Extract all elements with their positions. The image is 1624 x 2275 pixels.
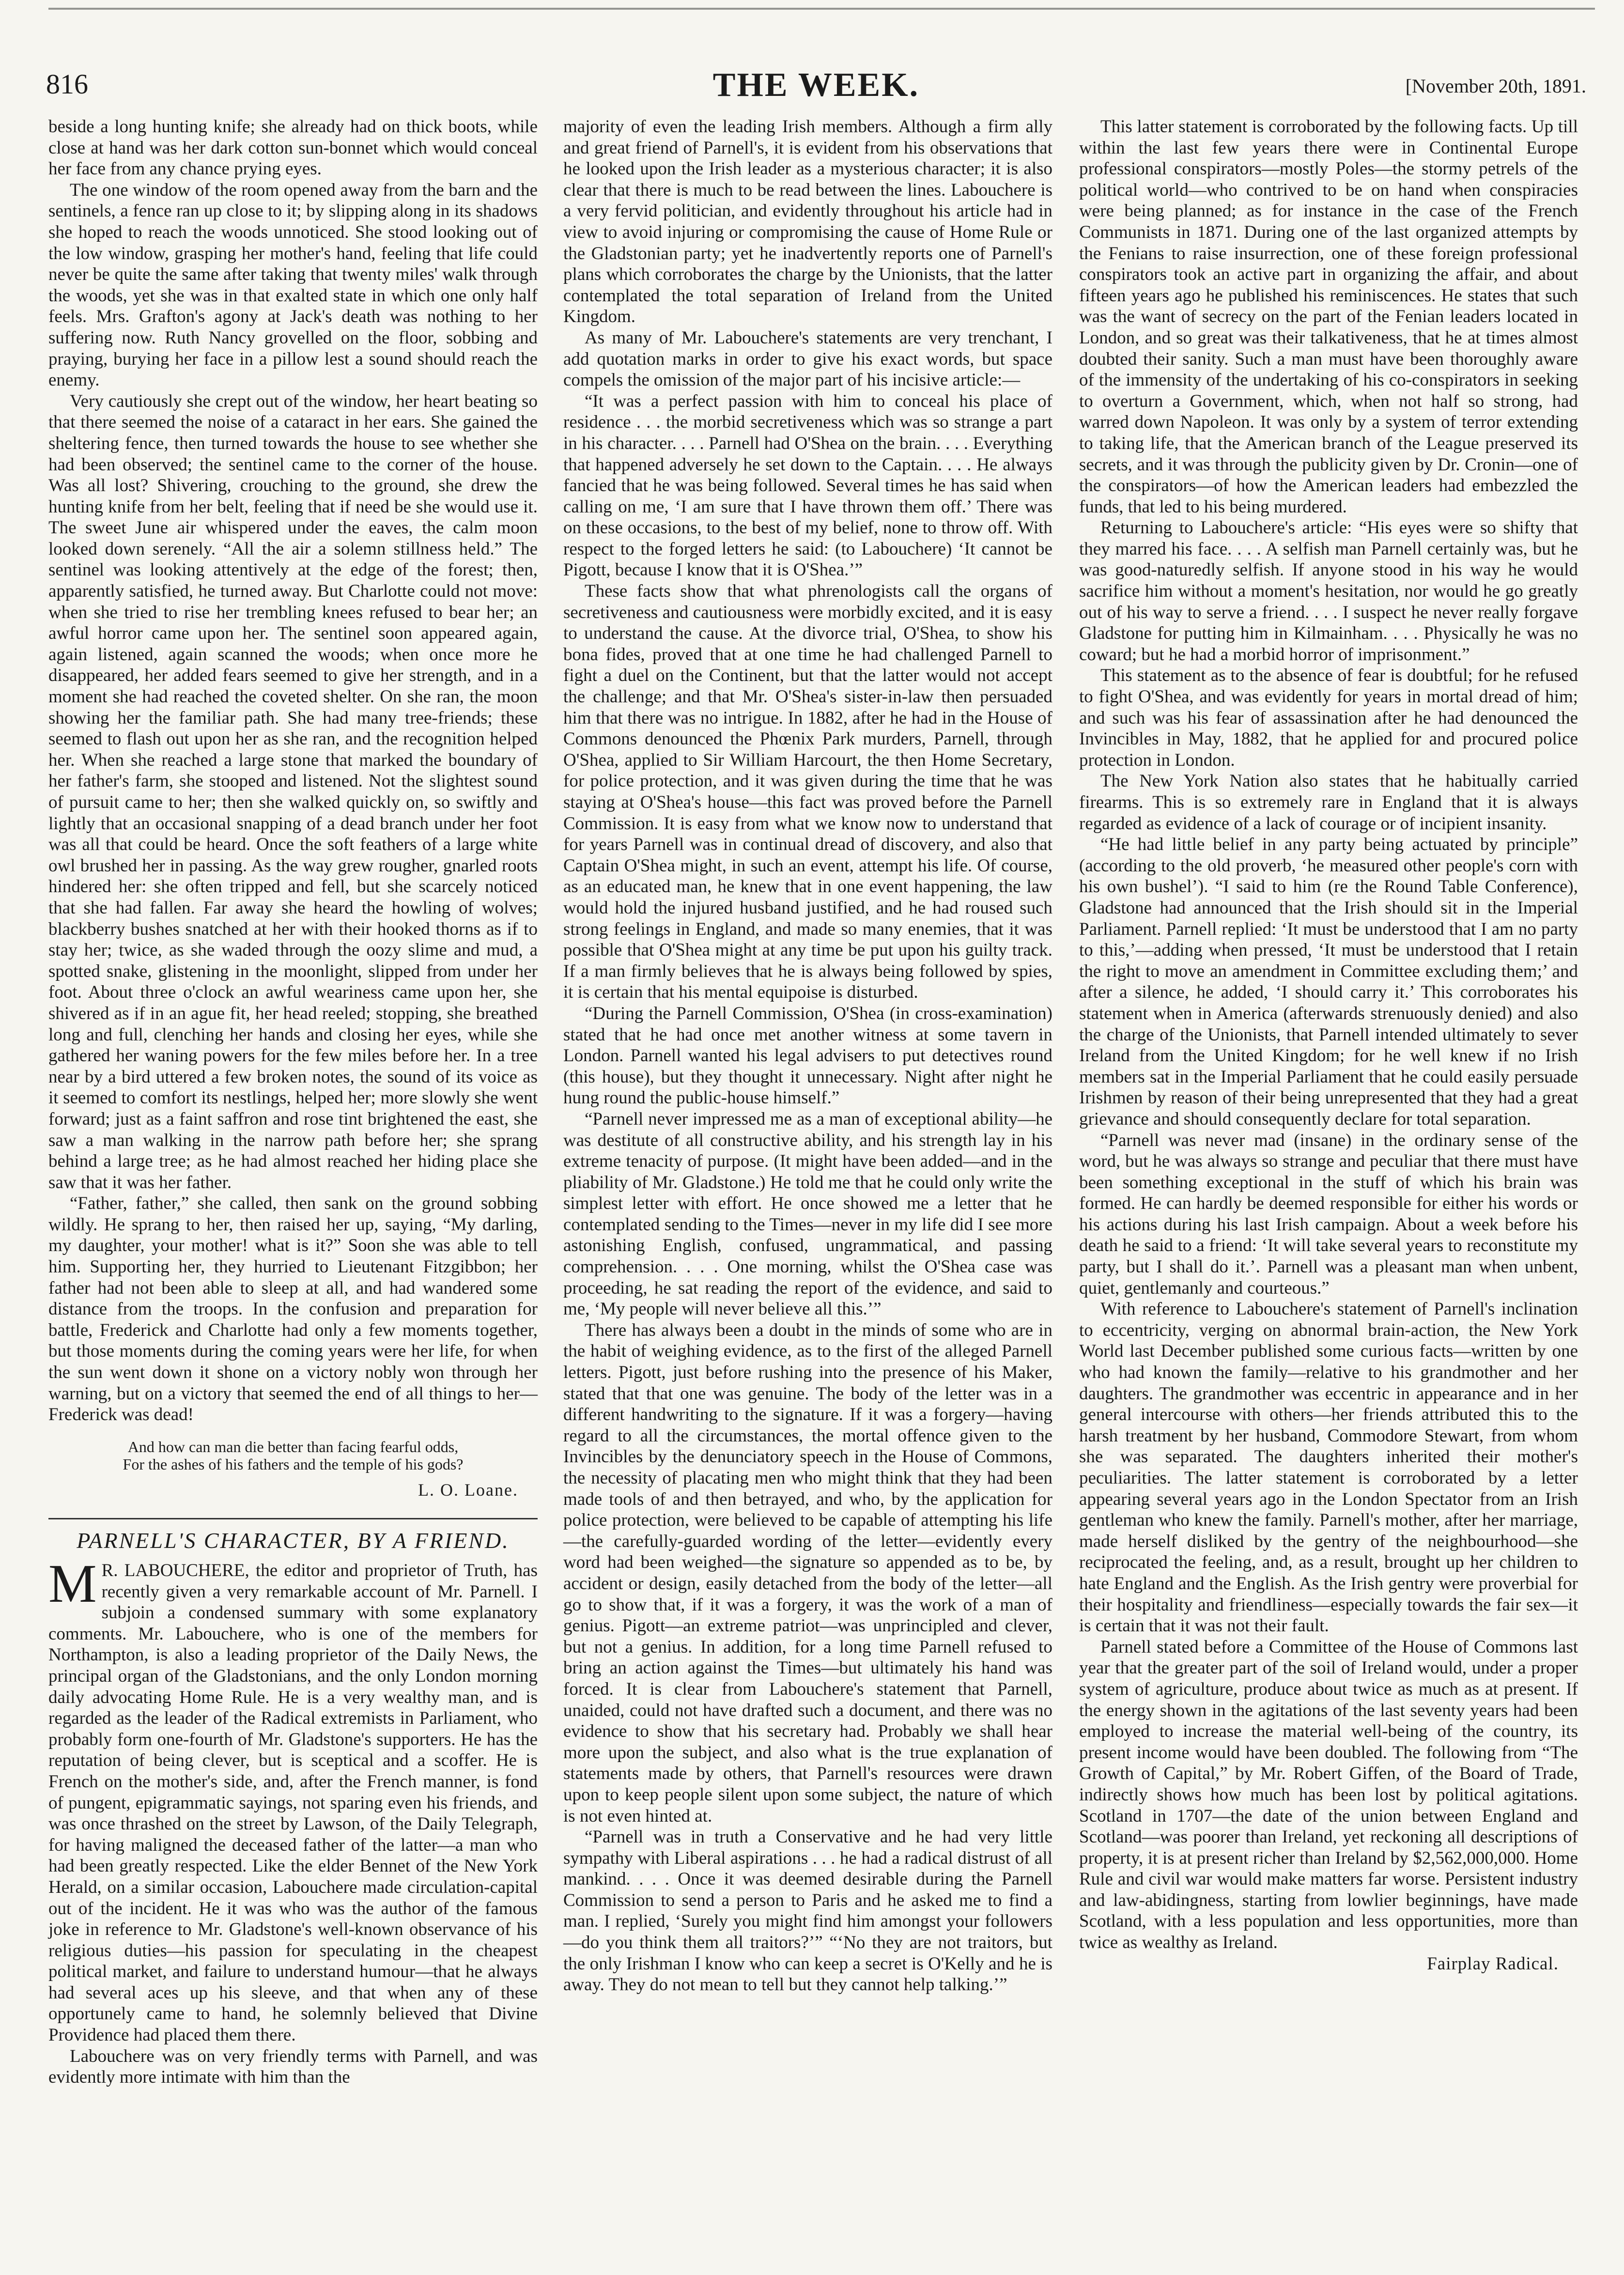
story-paragraph: The one window of the room opened away from the barn and the sentinels, a fence ran up close to it; by slipping along in its shadows she hoped to reach the woods unnoticed. She stood looking out of the low window, grasping her mother's hand, feeling that life could never be quite the same after taking that twenty miles' walk through the woods, yet she was in that exalted state in which one only half feels. Mrs. Grafton's agony at Jack's death was nothing to her suffering now. Ruth Nancy grovelled on the floor, sobbing and praying, burying her face in a pillow lest a sound should reach the enemy. bbox=[48, 180, 538, 390]
article-paragraph: Parnell stated before a Committee of the House of Commons last year that the greater part of the soil of Ireland would, under a proper system of agriculture, produce about twice as much as at present. If the energy shown in the agitations of the last seventy years had been employed to increase the material well-being of the country, its present income would have been doubled. The following from “The Growth of Capital,” by Mr. Robert Giffen, of the Board of Trade, indirectly shows how much has been lost by political agitations. Scotland in 1707—the date of the union between England and Scotland—was poorer than Ireland, yet reckoning all descriptions of property, it is at present richer than Ireland by $2,562,000,000. Home Rule and civil war would make matters far worse. Persistent industry and law-abidingness, starting from lowlier beginnings, have made Scotland, with a less population and less opportunities, more than twice as wealthy as Ireland. bbox=[1079, 1637, 1578, 1953]
article-paragraph: This latter statement is corroborated by the following facts. Up till within the last few years there were in Continental Europe professional conspirators—mostly Poles—the stormy petrels of the political world—who contrived to be on hand when conspiracies were being planned; as for instance in the case of the French Communists in 1871. During one of the last organized attempts by the Fenians to raise insurrection, one of these foreign professional conspirators took an active part in organizing the affair, and about fifteen years ago he published his reminiscences. He states that such was the want of secrecy on the part of the Fenian leaders located in London, and so great was their talkativeness, that he at times almost doubted their sanity. Such a man must have been thoroughly aware of the immensity of the undertaking of his co-conspirators in seeking to overturn a Government, which, when not half so strong, had warred down Napoleon. It was only by a system of terror extending to taking life, that the American branch of the League preserved its secrets, and it was through the publicity given by Dr. Cronin—one of the conspirators—of how the American leaders had embezzled the funds, that led to his being murdered. bbox=[1079, 117, 1578, 517]
drop-cap: M bbox=[48, 1554, 97, 1614]
article-title: PARNELL'S CHARACTER, BY A FRIEND. bbox=[77, 1528, 510, 1553]
article-paragraph: The New York Nation also states that he habitually carried firearms. This is so extremely rare in England that it is always regarded as evidence of a lack of courage or of incipient insanity. bbox=[1079, 771, 1578, 834]
verse-quote bbox=[48, 1438, 538, 1473]
top-rule bbox=[48, 8, 1595, 10]
article-paragraph: As many of Mr. Labouchere's statements are very trenchant, I add quotation marks in order to give his exact words, but space compels the omission of the major part of his incisive article:— bbox=[563, 327, 1052, 390]
article-paragraph: This statement as to the absence of fear is doubtful; for he refused to fight O'Shea, and was evidently for years in mortal dread of him; and such was his fear of assassination after he had denounced the Invincibles in May, 1882, that he applied for and procured police protection in London. bbox=[1079, 665, 1578, 770]
article-signature: Fairplay Radical. bbox=[1427, 1953, 1559, 1974]
article-quote: “He had little belief in any party being actuated by principle” (according to the old proverb, ‘he measured other people's corn with his own bushel’). “I said to him (re the Round Table Conference), Gladstone had announced that the Irish should sit in the Imperial Parliament. Parnell replied: ‘It must be understood that I am no party to this,’—adding when pressed, ‘It must be understood that I retain the right to move an amendment in Committee excluding them;’ and after a silence, he added, ‘I should carry it.’ This corroborates his statement when in America (afterwards strenuously denied) and also the charge of the Unionists, that Parnell intended ultimately to sever Ireland from the United Kingdom; for he well knew if no Irish members sat in the Imperial Parliament that he could easily persuade Irishmen by reason of their being unrepresented that they had a great grievance and should consequently declare for total separation. bbox=[1079, 835, 1578, 1129]
column-1 bbox=[48, 116, 538, 2088]
issue-date: [November 20th, 1891. bbox=[1405, 75, 1586, 97]
story-paragraph: beside a long hunting knife; she already had on thick boots, while close at hand was her dark cotton sun-bonnet which would conceal her face from any chance prying eyes. bbox=[48, 117, 538, 179]
article-intro bbox=[48, 1554, 538, 2046]
column-2 bbox=[563, 116, 1052, 1996]
article-paragraph: Labouchere was on very friendly terms with Parnell, and was evidently more intimate with him than the bbox=[48, 2046, 538, 2088]
article-paragraph: majority of even the leading Irish members. Although a firm ally and great friend of Parnell's, it is evident from his observations that he looked upon the Irish leader as a mysterious character; it is also clear that there is much to be read between the lines. Labouchere is a very fervid politician, and evidently throughout his article had in view to avoid injuring or compromising the cause of Home Rule or the Gladstonian party; yet he inadvertently reports one of Parnell's plans which corroborates the charge by the Unionists, that the latter contemplated the total separation of Ireland from the United Kingdom. bbox=[563, 117, 1052, 327]
article-divider bbox=[48, 1518, 538, 1519]
article-paragraph: Returning to Labouchere's article: “His eyes were so shifty that they marred his face. . . . A selfish man Parnell certainly was, but he was good-naturedly selfish. If anyone stood in his way he would sacrifice him without a moment's hesitation, nor would he go greatly out of his way to serve a friend. . . . I suspect he never really forgave Gladstone for putting him in Kilmainham. . . . Physically he was no coward; but he had a morbid horror of imprisonment.” bbox=[1079, 518, 1578, 665]
verse-line: And how can man die better than facing fearful odds, bbox=[127, 1438, 459, 1455]
article-quote: “Parnell was in truth a Conservative and he had very little sympathy with Liberal aspirations . . . he had a radical distrust of all mankind. . . . Once it was deemed desirable during the Parnell Commission to send a person to Paris and he asked me to find a man. I replied, ‘Surely you might find him amongst your followers—do you think them all traitors?’” “‘No they are not traitors, but the only Irishman I know who can keep a secret is O'Kelly and he is away. They do not mean to tell but they cannot help talking.’” bbox=[563, 1827, 1052, 1995]
column-3 bbox=[1079, 116, 1578, 1974]
article-paragraph: There has always been a doubt in the minds of some who are in the habit of weighing evidence, as to the first of the alleged Parnell letters. Pigott, just before rushing into the presence of his Maker, stated that that one was genuine. The body of the letter was in a different handwriting to the signature. If it was a forgery—having regard to all the circumstances, the mortal offence given to the Invincibles by the denunciatory speech in the House of Commons, the necessity of placating men who might think that they had been made tools of and then betrayed, and who, by the application for police protection, were believed to be capable of attempting his life—the carefully-guarded wording of the letter—evidently every word had been weighed—the signature so appended as to be, by accident or design, easily detached from the body of the letter—all go to show that, if it was a forgery, it was the work of a man of genius. Pigott—an extreme patriot—was unprincipled and clever, but not a genius. In addition, for a long time Parnell refused to bring an action against the Times—but ultimately his hand was forced. It is clear from Labouchere's statement that Parnell, unaided, could not have drafted such a document, and there was no evidence to show that his secretary had. Probably we shall hear more upon the subject, and also what is the true explanation of statements made by others, that Parnell's resources were drawn upon to keep people silent upon some subject, the nature of which is not even hinted at. bbox=[563, 1320, 1052, 1826]
verse-line: For the ashes of his fathers and the temple of his gods? bbox=[123, 1455, 464, 1473]
page-header bbox=[46, 68, 1586, 111]
page-number: 816 bbox=[46, 68, 88, 100]
article-quote: “It was a perfect passion with him to conceal his place of residence . . . the morbid secretiveness which was so strange a part in his character. . . . Parnell had O'Shea on the brain. . . . Everything that happened adversely he set down to the Captain. . . . He always fancied that he was being followed. Several times he has said when calling on me, ‘I am sure that I have thrown them off.’ There was on these occasions, to the best of my belief, none to throw off. With respect to the forged letters he said: (to Labouchere) ‘It cannot be Pigott, because I know that it is O'Shea.’” bbox=[563, 391, 1052, 580]
article-quote: “Parnell was never mad (insane) in the ordinary sense of the word, but he was always so strange and peculiar that there must have been something exceptional in the stuff of which his brain was formed. He can hardly be deemed responsible for either his words or his actions during his last Irish campaign. About a week before his death he said to a friend: ‘It will take several years to reconstitute my party, but I shall do it.’. Parnell was a pleasant man when unbent, quiet, gentlemanly and courteous.” bbox=[1079, 1130, 1578, 1298]
article-paragraph: These facts show that what phrenologists call the organs of secretiveness and cautiousness were morbidly excited, and it is easy to understand the cause. At the divorce trial, O'Shea, to show his bona fides, proved that at one time he had challenged Parnell to fight a duel on the Continent, but that the latter would not accept the challenge; and that Mr. O'Shea's sister-in-law then persuaded him that there was no intrigue. In 1882, after he had in the House of Commons denounced the Phœnix Park murders, Parnell, through O'Shea, applied to Sir William Harcourt, the then Home Secretary, for police protection, and it was given during the time that he was staying at O'Shea's house—this fact was proved before the Parnell Commission. It is easy from what we know now to understand that for years Parnell was in continual dread of discovery, and also that Captain O'Shea might, in such an event, attempt his life. Of course, as an educated man, he knew that in one event happening, the law would hold the injured husband justified, and he had roused such strong feelings in England, and made so many enemies, that it was possible that O'Shea might at any time be put upon his guilty track. If a man firmly believes that he is always being followed by spies, it is certain that his mental equipoise is disturbed. bbox=[563, 581, 1052, 1003]
story-paragraph: Very cautiously she crept out of the window, her heart beating so that there seemed the noise of a cataract in her ears. She gained the sheltering fence, then turned towards the house to see whether she had been observed; the sentinel came to the corner of the house. Was all lost? Shivering, crouching to the ground, she drew the hunting knife from her belt, feeling that if need be she would use it. The sweet June air whispered under the eaves, the calm moon looked down serenely. “All the air a solemn stillness held.” The sentinel was looking attentively at the edge of the forest; then, apparently satisfied, he turned away. But Charlotte could not move: when she tried to rise her trembling knees refused to bear her; an awful horror came upon her. The sentinel soon appeared again, again listened, again scanned the woods; when once more he disappeared, her added fears seemed to give her strength, and in a moment she had reached the coveted shelter. On she ran, the moon showing her the familiar path. She had many tree-friends; these seemed to flash out upon her as she ran, and the recognition helped her. When she reached a large stone that marked the boundary of her father's farm, she stooped and listened. Not the slightest sound of pursuit came to her; then she walked quickly on, so swiftly and lightly that an occasional snapping of a dead branch under her foot was all that could be heard. Once the soft feathers of a large white owl brushed her in passing. As the way grew rougher, gnarled roots hindered her: she often tripped and fell, but she scarcely noticed that she had fallen. Far away she heard the howling of wolves; blackberry bushes snatched at her with their hooked thorns as if to stay her; twice, as she waded through the oozy slime and mud, a spotted snake, glistening in the moonlight, slipped from under her foot. About three o'clock an awful weariness came upon her, she shivered as if in an ague fit, her head reeled; stopping, she breathed long and full, clenching her hands and closing her eyes, while she gathered her waning powers for the few miles before her. In a tree near by a bird uttered a few broken notes, the sound of its voice as it seemed to comfort its nestlings, helped her; more slowly she went forward; just as a faint saffron and rose tint brightened the east, she saw a man walking in the narrow path before her; she sprang behind a large tree; as he had almost reached her hiding place she saw that it was her father. bbox=[48, 391, 538, 1192]
article-quote: “During the Parnell Commission, O'Shea (in cross-examination) stated that he had once met another witness at some tavern in London. Parnell wanted his legal advisers to put detectives round (this house), but they thought it unnecessary. Night after night he hung round the public-house himself.” bbox=[563, 1003, 1052, 1108]
story-author: L. O. Loane. bbox=[418, 1480, 518, 1500]
article-paragraph: With reference to Labouchere's statement of Parnell's inclination to eccentricity, verging on abnormal brain-action, the New York World last December published some curious facts—written by one who had known the family—relative to his grandmother and her daughters. The grandmother was eccentric in appearance and in her general intercourse with others—her friends attributed this to the harsh treatment by her husband, Commodore Stewart, from whom she was separated. The daughters inherited their mother's peculiarities. The latter statement is corroborated by a letter appearing several years ago in the London Spectator from an Irish gentleman who knew the family. Parnell's mother, after her marriage, made herself disliked by the gentry of the neighbourhood—she reciprocated the feeling, and, as a result, brought up her children to hate England and the English. As the Irish gentry were proverbial for their hospitality and friendliness—especially towards the fair sex—it is certain that it was not their fault. bbox=[1079, 1299, 1578, 1636]
newspaper-title: THE WEEK. bbox=[712, 66, 920, 104]
article-quote: “Parnell never impressed me as a man of exceptional ability—he was destitute of all constructive ability, and his strength lay in his extreme tenacity of purpose. (It might have been added—and in the pliability of Mr. Gladstone.) He told me that he could only write the simplest letter with effort. He once showed me a letter that he contemplated sending to the Times—never in my life did I see more astonishing English, confused, ungrammatical, and passing comprehension. . . . One morning, whilst the O'Shea case was proceeding, he sat reading the report of the evidence, and said to me, ‘My people will never believe all this.’” bbox=[563, 1109, 1052, 1319]
intro-text: R. LABOUCHERE, the editor and proprietor of Truth, has recently given a very remarkable account of Mr. Parnell. I subjoin a condensed summary with some explanatory comments. Mr. Labouchere, who is one of the members for Northampton, is also a leading proprietor of the Daily News, the principal organ of the Gladstonians, and the only London morning daily advocating Home Rule. He is a very wealthy man, and is regarded as the leader of the Radical extremists in Parliament, who probably form one-fourth of Mr. Gladstone's supporters. He has the reputation of being clever, but is sceptical and a scoffer. He is French on the mother's side, and, after the French manner, is fond of pungent, epigrammatic sayings, not sparing even his friends, and was once thrashed on the street by Lawson, of the Daily Telegraph, for having maligned the deceased father of the latter—a man who had been greatly respected. Like the elder Bennet of the New York Herald, on a similar occasion, Labouchere made circulation-capital out of the incident. He it was who was the author of the famous joke in reference to Mr. Gladstone's well-known observance of his religious duties—his passion for speculating in the cheapest political market, and failure to understand humour—that he always had several aces up his sleeve, and that when any of these opportunely came to hand, he solemnly believed that Divine Providence had placed them there. bbox=[48, 1561, 538, 2045]
story-paragraph: “Father, father,” she called, then sank on the ground sobbing wildly. He sprang to her, then raised her up, saying, “My darling, my daughter, your mother! what is it?” Soon she was able to tell him. Supporting her, they hurried to Lieutenant Fitzgibbon; her father had not been able to sleep at all, and had wandered some distance from the troops. In the confusion and preparation for battle, Frederick and Charlotte had only a few moments together, but those moments during the coming years were her life, for when the sun went down it shone on a victory nobly won through her warning, but on a victory that seemed the end of all things to her—Frederick was dead! bbox=[48, 1193, 538, 1425]
